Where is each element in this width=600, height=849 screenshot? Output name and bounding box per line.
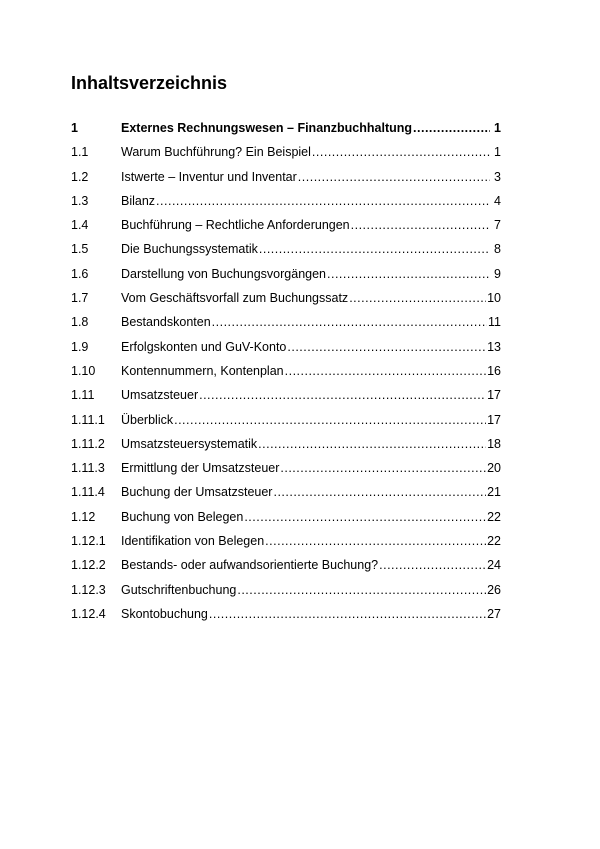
toc-entry [71,240,501,264]
toc-entry-number: 1.9 [71,339,89,354]
toc-dot-leader [209,605,486,623]
toc-entry-number: 1.2 [71,169,89,184]
toc-entry-page: 16 [487,363,501,378]
toc-entry-title: Überblick [121,412,174,427]
toc-dot-leader [259,240,490,258]
toc-entry [71,192,501,216]
toc-dot-leader [265,532,486,550]
toc-entry-title: Bilanz [121,193,156,208]
toc-entry-title: Erfolgskonten und GuV-Konto [121,339,287,354]
toc-entry-title: Buchung der Umsatzsteuer [121,485,273,500]
toc-entry-title: Ermittlung der Umsatzsteuer [121,461,280,476]
toc-dot-leader [351,216,490,234]
toc-entry-number: 1.10 [71,363,96,378]
toc-dot-leader [327,265,490,283]
toc-entry-title: Vom Geschäftsvorfall zum Buchungssatz [121,291,349,306]
toc-dot-leader [298,168,490,186]
toc-entry-number: 1.1 [71,145,89,160]
toc-entry-number: 1.5 [71,242,89,257]
toc-entry-page: 26 [487,582,501,597]
toc-dot-leader [349,289,486,307]
toc-entry [71,581,501,605]
toc-dot-leader [212,313,487,331]
toc-entry-page: 20 [487,461,501,476]
toc-entry-number: 1.12.3 [71,582,106,597]
toc-entry-title: Umsatzsteuer [121,388,199,403]
toc-entry-page: 22 [487,509,501,524]
toc-entry [71,411,501,435]
toc-entry-title: Identifikation von Belegen [121,534,265,549]
toc-entry [71,313,501,337]
toc-entry [71,362,501,386]
toc-entry-number: 1.12.4 [71,606,106,621]
toc-entry-number: 1.12.2 [71,558,106,573]
toc-dot-leader [379,556,486,574]
toc-dot-leader [244,508,486,526]
toc-entry-page: 21 [487,485,501,500]
toc-entry [71,216,501,240]
toc-entry [71,168,501,192]
toc-entry-page: 27 [487,606,501,621]
toc-entry-number: 1.11.2 [71,436,105,451]
toc-dot-leader [199,386,486,404]
toc-entry-page: 13 [487,339,501,354]
toc-entry-number: 1.4 [71,218,89,233]
toc-dot-leader [312,143,490,161]
toc-entry [71,119,501,143]
toc-entry-number: 1.12 [71,509,96,524]
toc-entry-title: Skontobuchung [121,606,208,621]
toc-entry-title: Warum Buchführung? Ein Beispiel [121,145,311,160]
toc-entry-number: 1.3 [71,193,89,208]
toc-entry [71,435,501,459]
toc-entry-title: Darstellung von Buchungsvorgängen [121,266,326,281]
toc-entry [71,556,501,580]
toc-entry-page: 3 [494,169,501,184]
toc-entry [71,605,501,629]
toc-entry-title: Istwerte – Inventur und Inventar [121,169,297,184]
toc-entry-title: Gutschriftenbuchung [121,582,237,597]
toc-entry-title: Buchung von Belegen [121,509,244,524]
toc-entry-page: 17 [487,388,501,403]
toc-dot-leader [156,192,490,210]
toc-entry-title: Buchführung – Rechtliche Anforderungen [121,218,350,233]
toc-dot-leader [287,338,486,356]
toc-entry-page: 17 [487,412,501,427]
toc-dot-leader [273,483,486,501]
toc-entry-number: 1.11.1 [71,412,105,427]
toc-entry-title: Kontennummern, Kontenplan [121,363,284,378]
toc-entry-page: 10 [487,291,501,306]
toc-entry [71,459,501,483]
toc-entry-title: Die Buchungssystematik [121,242,258,257]
toc-entry-title: Bestandskonten [121,315,211,330]
toc-entry-title: Umsatzsteuersystematik [121,436,258,451]
toc-entry [71,265,501,289]
toc-entry [71,143,501,167]
toc-entry [71,483,501,507]
toc-entry-page: 24 [487,558,501,573]
toc-entry-number: 1.11.3 [71,461,105,476]
toc-dot-leader [280,459,486,477]
toc-dot-leader [237,581,486,599]
toc-entry [71,289,501,313]
toc-entry-title: Externes Rechnungswesen – Finanzbuchhaltung [121,121,413,135]
toc-entry-number: 1.11.4 [71,485,105,500]
toc-dot-leader [413,119,490,137]
toc-entry-number: 1 [71,121,78,135]
toc-entry [71,386,501,410]
toc-entry-number: 1.7 [71,291,89,306]
toc-entry-page: 4 [494,193,501,208]
toc-entry-number: 1.6 [71,266,89,281]
toc-entry-page: 1 [494,145,501,160]
toc-dot-leader [285,362,486,380]
toc-entry-page: 7 [494,218,501,233]
toc-entry-page: 1 [494,121,501,135]
toc-entry [71,508,501,532]
toc-entry-page: 9 [494,266,501,281]
toc-entry-number: 1.12.1 [71,534,106,549]
toc-entry-number: 1.11 [71,388,95,403]
toc-entry-title: Bestands- oder aufwandsorientierte Buchung? [121,558,379,573]
toc-entry-page: 18 [487,436,501,451]
toc-entry-page: 8 [494,242,501,257]
toc-entry [71,338,501,362]
page-title: Inhaltsverzeichnis [71,73,228,93]
toc-dot-leader [258,435,486,453]
toc-entry-page: 11 [488,315,501,330]
toc-entry-number: 1.8 [71,315,89,330]
toc-entry [71,532,501,556]
toc-entry-page: 22 [487,534,501,549]
toc-dot-leader [174,411,486,429]
table-of-contents [71,119,501,629]
